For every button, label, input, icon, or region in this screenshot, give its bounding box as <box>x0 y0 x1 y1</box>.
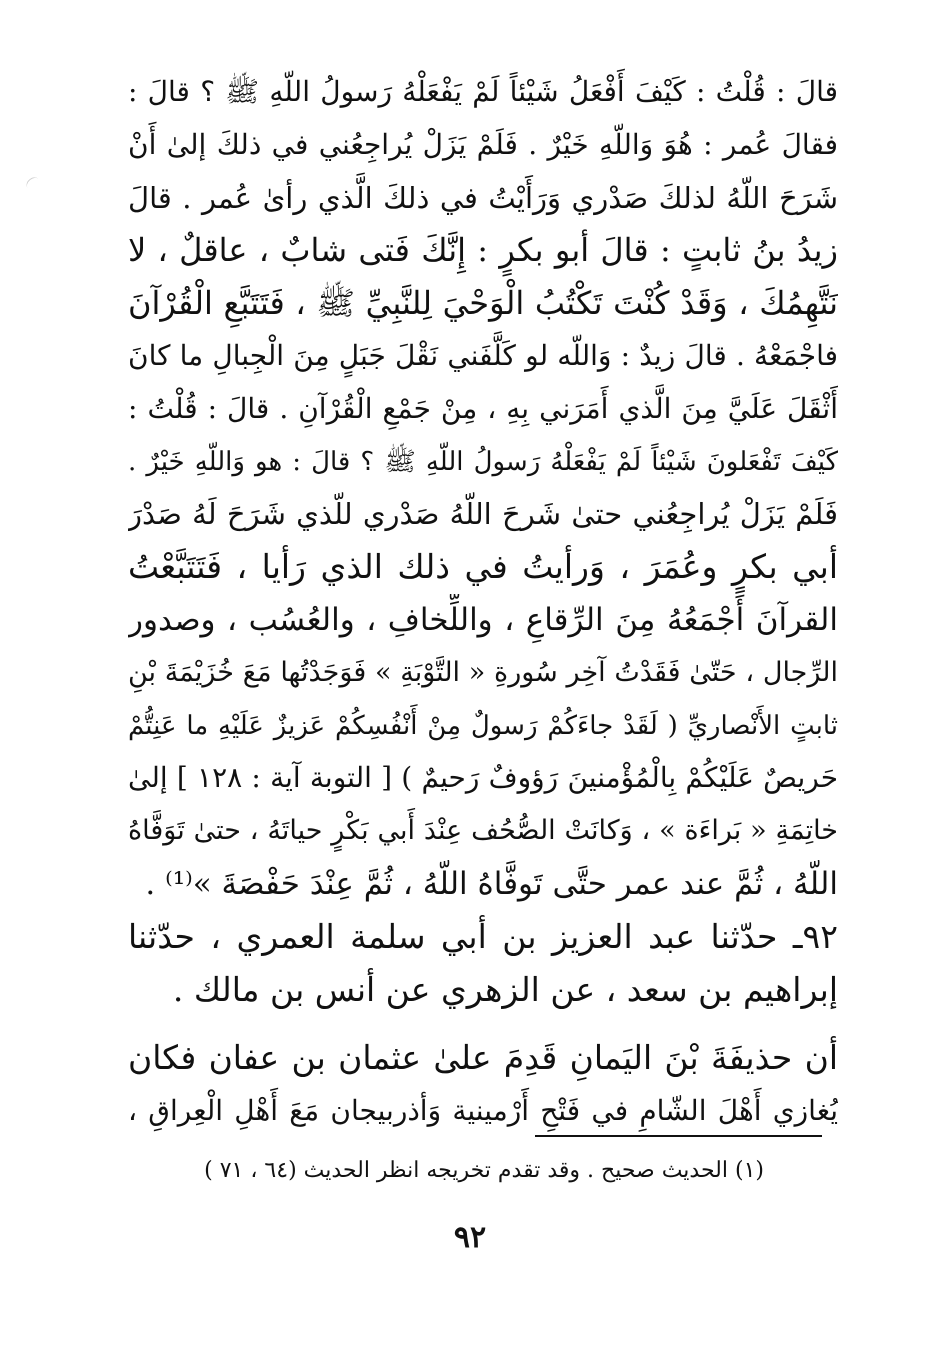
hadith-92-text-line-2: يُغازي أَهْلَ الشّامِ في فَتْحِ أَرْمينية وَأذربيجان مَعَ أَهْلِ الْعِراقِ ، <box>128 1094 838 1128</box>
footnote-divider <box>535 1135 822 1137</box>
text-line-15: خاتِمَةِ « بَراءَة » ، وَكانَتْ الصُّحُف عِنْدَ أَبي بَكْرٍ حياتَهُ ، حتىٰ تَوَفَّاهُ <box>128 815 838 847</box>
text-line-6: فاجْمَعْهُ . قالَ زيدٌ : وَاللّه لو كَلَّفَني نَقْلَ جَبَلٍ مِنَ الْجِبالِ ما كانَ <box>128 338 838 372</box>
text-line-14: حَريصٌ عَلَيْكُمْ بِالْمُؤْمنينَ رَؤوفٌ رَحيمٌ ) [ التوبة آية : ١٢٨ ] إلىٰ <box>128 761 838 795</box>
text-line-16: اللّهُ ، ثُمَّ عند عمر حتَّى تَوفَّاهُ اللّهُ ، ثُمَّ عِنْدَ حَفْصَةَ »⁽¹⁾ . <box>145 865 838 902</box>
hadith-92-chain-line-1: ٩٢ـ حدّثنا عبد العزيز بن أبي سلمة العمري ، حدّثنا <box>128 916 838 956</box>
text-line-10: أبي بكرٍ وعُمَرَ ، وَرأيتُ في ذلك الذي رَأيا ، فَتَتَبَّعْتُ <box>128 547 838 587</box>
footnote: (١) الحديث صحيح . وقد تقدم تخريجه انظر الحديث (٦٤ ، ٧١ ) <box>204 1158 764 1183</box>
text-line-2: فقالَ عُمر : هُوَ وَاللّهِ خَيْرٌ . فَلَمْ يَزَلْ يُراجِعُني في ذلكَ إلىٰ أَنْ <box>128 127 838 161</box>
hadith-92-text-line-1: أن حذيفَةَ بْنَ اليَمانِ قَدِمَ علىٰ عثمان بن عفان فكان <box>128 1038 838 1078</box>
margin-smudge <box>24 175 42 192</box>
text-line-4: زيدُ بنُ ثابتٍ : قالَ أبو بكرٍ : إِنَّكَ فَتى شابٌ ، عاقلٌ ، لا <box>128 231 838 270</box>
page-number: ٩٢ <box>453 1220 487 1255</box>
text-line-8: كَيْفَ تَفْعَلونَ شَيْئاً لَمْ يَفْعَلْهُ رَسولُ اللّهِ ﷺ ؟ قالَ : هو وَاللّهِ خَيْرٌ . <box>128 446 838 477</box>
text-line-1: قالَ : قُلْتُ : كَيْفَ أَفْعَلُ شَيْئاً لَمْ يَفْعَلْهُ رَسولُ اللّهِ ﷺ ؟ قالَ : <box>128 75 838 108</box>
text-line-3: شَرَحَ اللّهُ لذلكَ صَدْري وَرَأَيْتُ في ذلكَ الَّذي رأىٰ عُمر . قالَ <box>128 180 838 215</box>
text-line-11: القرآنَ أَجْمَعُهُ مِنَ الرِّقاعِ ، واللِّخافِ ، والعُسُب ، وصدور <box>128 601 838 638</box>
text-line-13: ثابتٍ الأَنْصاريِّ ( لَقَدْ جاءَكُمْ رَسولٌ مِنْ أَنْفُسِكُمْ عَزيزٌ عَلَيْهِ ما عَنِتُّمْ <box>128 710 838 741</box>
text-line-12: الرِّجال ، حَتّىٰ فَقَدْتُ آخِر سُورةِ « التَّوْبَةِ » فَوَجَدْتُها مَعَ خُزَيْمَةَ بْنِ <box>128 656 838 688</box>
main-text-block <box>128 66 838 1138</box>
text-line-7: أَثْقَلَ عَلَيَّ مِنَ الَّذي أَمَرَني بِهِ ، مِنْ جَمْعِ الْقُرْآنِ . قالَ : قُلْتُ : <box>128 391 838 425</box>
text-line-5: نَتَّهِمُكَ ، وَقَدْ كُنْتَ تَكْتُبُ الْوَحْيَ لِلنَّبِيِّ ﷺ ، فَتَتَبَّعِ الْقُرْآنَ <box>128 284 838 323</box>
text-line-9: فَلَمْ يَزَلْ يُراجِعُني حتىٰ شَرحَ اللّهُ صَدْري للّذي شَرَحَ لَهُ صَدْرَ <box>128 497 838 532</box>
hadith-92-chain-line-2: إبراهيم بن سعد ، عن الزهري عن أنس بن مالك . <box>172 969 838 1009</box>
